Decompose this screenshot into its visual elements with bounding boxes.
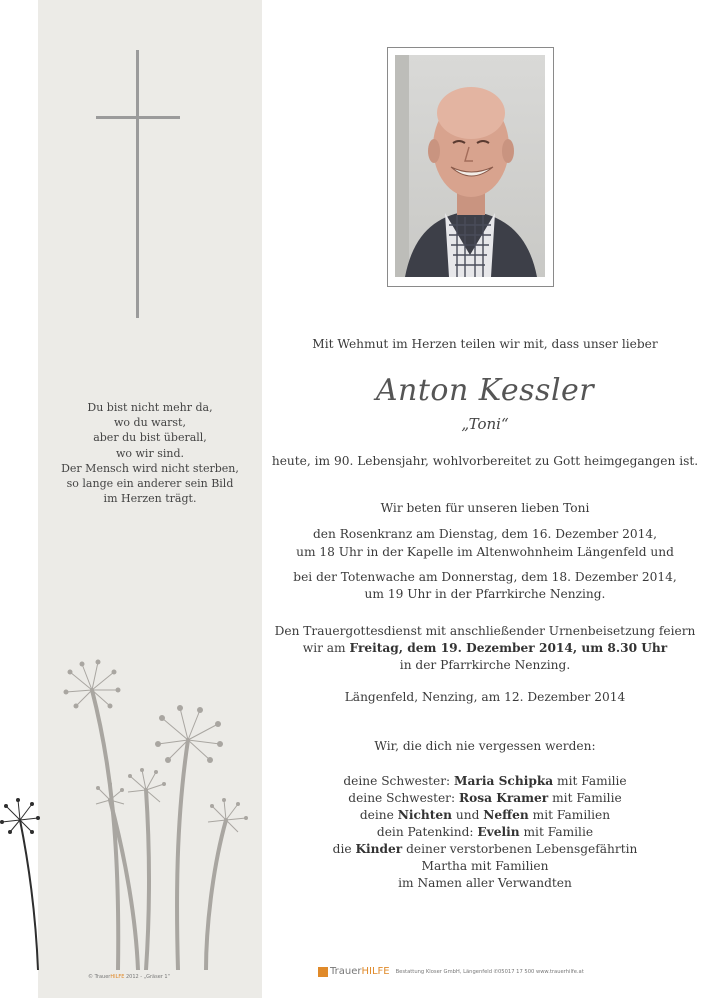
brand-trauer: Trauer bbox=[330, 966, 362, 977]
poem-line: Du bist nicht mehr da, bbox=[87, 401, 213, 414]
poem-line: im Herzen trägt. bbox=[103, 492, 197, 506]
mourner-line bbox=[264, 825, 706, 839]
footer-info: Bestattung Kloser GmbH, Längenfeld ✆05017 17 500 www.trauerhilfe.at bbox=[395, 969, 584, 975]
wake-line-1: bei der Totenwache am Donnerstag, dem 18. Dezember 2014, bbox=[293, 570, 677, 584]
mourner-name-2: Neffen bbox=[483, 808, 529, 822]
trauerhilfe-logo-icon bbox=[318, 967, 328, 977]
portrait-photo bbox=[395, 55, 545, 277]
dandelion-illustration bbox=[0, 640, 262, 970]
copyright-note bbox=[88, 974, 170, 980]
wake-line-2: um 19 Uhr in der Pfarrkirche Nenzing. bbox=[364, 587, 606, 601]
place-date: Längenfeld, Nenzing, am 12. Dezember 2014 bbox=[344, 690, 626, 704]
copyright-prefix: © Trauer bbox=[88, 974, 111, 980]
mourner-name: Rosa Kramer bbox=[458, 791, 549, 805]
portrait-illustration bbox=[395, 55, 545, 277]
sidebar bbox=[38, 0, 262, 998]
poem-line: aber du bist überall, bbox=[93, 431, 207, 445]
mourner-suffix: mit Familie bbox=[519, 825, 594, 839]
mourner-relation: deine Schwester: bbox=[348, 791, 459, 805]
mourners-intro: Wir, die dich nie vergessen werden: bbox=[374, 739, 596, 753]
service-line-3: in der Pfarrkirche Nenzing. bbox=[399, 658, 571, 672]
service-date-time: Freitag, dem 19. Dezember 2014, um 8.30 Uhr bbox=[349, 641, 668, 655]
mourner-line bbox=[264, 791, 706, 805]
copyright-brand: HILFE bbox=[110, 974, 125, 980]
copyright-suffix: 2012 - „Gräser 1“ bbox=[124, 974, 171, 980]
poem bbox=[38, 400, 262, 506]
footer-brand bbox=[318, 966, 584, 977]
mourner-line bbox=[264, 808, 706, 822]
prayer-intro: Wir beten für unseren lieben Toni bbox=[380, 501, 590, 515]
mourner-relation: dein Patenkind: bbox=[376, 825, 478, 839]
poem-line: so lange ein anderer sein Bild bbox=[66, 477, 234, 491]
mourner-name: Maria Schipka bbox=[454, 774, 554, 788]
mourner-suffix: mit Familie bbox=[553, 774, 627, 788]
brand-hilfe: HILFE bbox=[361, 966, 390, 977]
mourner-name: Nichten bbox=[397, 808, 453, 822]
mourner-suffix: deiner verstorbenen Lebensgefährtin bbox=[402, 842, 638, 856]
poem-line: wo du warst, bbox=[114, 416, 186, 430]
service-prefix: wir am bbox=[302, 641, 350, 655]
rosary-line-1: den Rosenkranz am Dienstag, dem 16. Dezember 2014, bbox=[312, 527, 658, 541]
service-line-1: Den Trauergottesdienst mit anschließender Urnenbeisetzung feiern bbox=[274, 624, 696, 638]
poem-line: wo wir sind. bbox=[115, 446, 184, 460]
poem-line: Der Mensch wird nicht sterben, bbox=[61, 461, 239, 475]
mourner-name: Evelin bbox=[477, 825, 520, 839]
service-line-2 bbox=[264, 641, 706, 655]
mourner-line: im Namen aller Verwandten bbox=[398, 876, 572, 890]
mourner-line bbox=[264, 774, 706, 788]
deceased-nickname: „Toni“ bbox=[461, 415, 509, 433]
mourner-name: Kinder bbox=[355, 842, 403, 856]
mourner-relation: die bbox=[332, 842, 356, 856]
cross-icon bbox=[38, 0, 262, 330]
deceased-name: Anton Kessler bbox=[375, 373, 595, 408]
mourner-suffix: mit Familien bbox=[528, 808, 611, 822]
mourner-line bbox=[264, 842, 706, 856]
portrait-frame bbox=[387, 47, 554, 287]
intro-text: Mit Wehmut im Herzen teilen wir mit, dass unser lieber bbox=[312, 337, 658, 351]
mourner-connector: und bbox=[452, 808, 484, 822]
mourner-relation: deine Schwester: bbox=[343, 774, 455, 788]
mourner-suffix: mit Familie bbox=[548, 791, 622, 805]
rosary-line-2: um 18 Uhr in der Kapelle im Altenwohnheim Längenfeld und bbox=[296, 545, 674, 559]
passing-text: heute, im 90. Lebensjahr, wohlvorbereitet zu Gott heimgegangen ist. bbox=[271, 454, 699, 468]
mourner-relation: deine bbox=[359, 808, 398, 822]
mourner-line: Martha mit Familien bbox=[421, 859, 549, 873]
